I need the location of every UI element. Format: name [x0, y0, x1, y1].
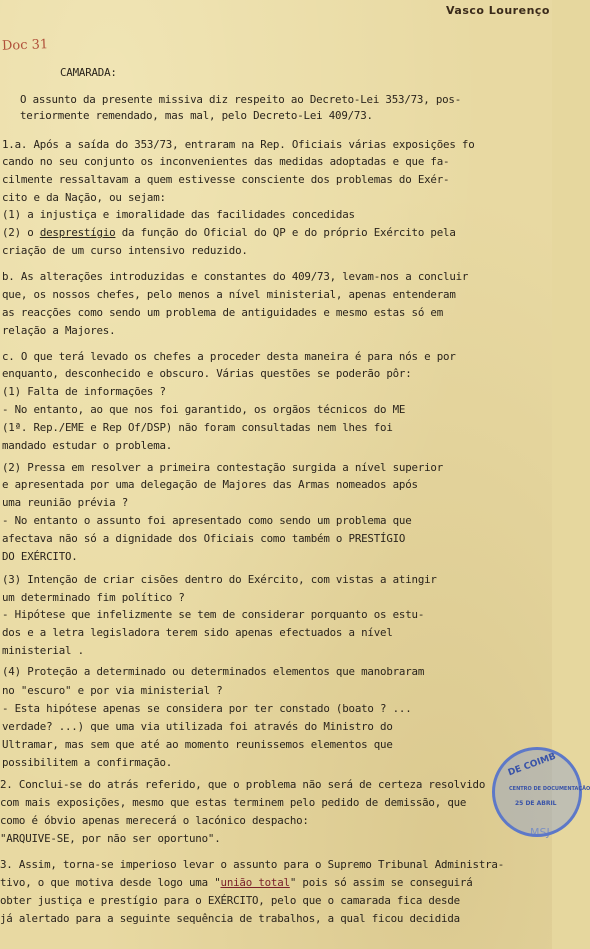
- text-line: 2. Conclui-se do atrás referido, que o problema não será de certeza resolvido: [0, 778, 486, 791]
- text-line: 1.a. Após a saída do 353/73, entraram na Rep. Oficiais várias exposições fo: [2, 138, 475, 151]
- text-line: obter justiça e prestígio para o EXÉRCITO, pelo que o camarada fica desde: [0, 894, 460, 907]
- greeting: CAMARADA:: [60, 66, 117, 79]
- text-line: como é óbvio apenas merecerá o lacónico despacho:: [0, 814, 309, 827]
- margin-note: MSJ: [530, 826, 550, 839]
- text-line: DO EXÉRCITO.: [2, 550, 78, 563]
- text-line: enquanto, desconhecido e obscuro. Várias questões se poderão pôr:: [2, 367, 412, 380]
- text-line: (1ª. Rep./EME e Rep Of/DSP) não foram consultadas nem lhes foi: [2, 421, 393, 434]
- text-line: verdade? ...) que uma via utilizada foi através do Ministro do: [2, 720, 393, 733]
- text-line: O assunto da presente missiva diz respeito ao Decreto-Lei 353/73, pos-: [20, 93, 462, 106]
- text-line: - Esta hipótese apenas se considera por ter constado (boato ? ...: [2, 702, 412, 715]
- text-line: no "escuro" e por via ministerial ?: [2, 684, 223, 697]
- text-line: criação de um curso intensivo reduzido.: [2, 244, 248, 257]
- text-line: b. As alterações introduzidas e constantes do 409/73, levam-nos a concluir: [2, 270, 469, 283]
- text-line: já alertado para a seguinte sequência de trabalhos, a qual ficou decidida: [0, 912, 460, 925]
- text-line: cando no seu conjunto os inconvenientes das medidas adoptadas e que fa-: [2, 155, 450, 168]
- text-line: c. O que terá levado os chefes a proceder desta maneira é para nós e por: [2, 350, 456, 363]
- text-line: (1) a injustiça e imoralidade das facilidades concedidas: [2, 208, 355, 221]
- text-line: (2) o desprestígio da função do Oficial do QP e do próprio Exército pela: [2, 226, 456, 239]
- text-line: um determinado fim político ?: [2, 591, 185, 604]
- text-line: 3. Assim, torna-se imperioso levar o assunto para o Supremo Tribunal Administra-: [0, 858, 505, 871]
- stamp-middle-text: CENTRO DE DOCUMENTAÇÃO: [509, 786, 590, 792]
- text-line: que, os nossos chefes, pelo menos a nível ministerial, apenas entenderam: [2, 288, 456, 301]
- text-line: ministerial .: [2, 644, 84, 657]
- text-line: uma reunião prévia ?: [2, 496, 129, 509]
- text-line: (1) Falta de informações ?: [2, 385, 166, 398]
- stamp-date-text: 25 DE ABRIL: [515, 800, 557, 807]
- text-line: cilmente ressaltavam a quem estivesse consciente dos problemas do Exér-: [2, 173, 450, 186]
- text-line: as reacções como sendo um problema de antiguidades e mesmo estas só em: [2, 306, 444, 319]
- text-line: tivo, o que motiva desde logo uma "união total" pois só assim se conseguirá: [0, 876, 473, 889]
- text-line: mandado estudar o problema.: [2, 439, 173, 452]
- text-line: Ultramar, mas sem que até ao momento reunissemos elementos que: [2, 738, 393, 751]
- underlined-text: união total: [220, 876, 290, 889]
- text-line: cito e da Nação, ou sejam:: [2, 191, 166, 204]
- text-line: teriormente remendado, mas mal, pelo Decreto-Lei 409/73.: [20, 109, 373, 122]
- text-line: dos e a letra legisladora terem sido apenas efectuados a nível: [2, 626, 393, 639]
- archive-stamp: [492, 747, 590, 837]
- text-line: (3) Intenção de criar cisões dentro do Exército, com vistas a atingir: [2, 573, 437, 586]
- text-line: afectava não só a dignidade dos Oficiais como também o PRESTÍGIO: [2, 532, 406, 545]
- text-line: relação a Majores.: [2, 324, 116, 337]
- text-line: "ARQUIVE-SE, por não ser oportuno".: [0, 832, 221, 845]
- text-line: e apresentada por uma delegação de Majores das Armas nomeados após: [2, 478, 418, 491]
- text-line: com mais exposições, mesmo que estas terminem pelo pedido de demissão, que: [0, 796, 467, 809]
- text-line: possibilitem a confirmação.: [2, 756, 173, 769]
- text-line: (4) Proteção a determinado ou determinados elementos que manobraram: [2, 665, 425, 678]
- stamp-top-text: DE COIMB: [506, 751, 558, 779]
- text-line: - Hipótese que infelizmente se tem de considerar porquanto os estu-: [2, 608, 425, 621]
- author-header: Vasco Lourenço: [446, 4, 550, 17]
- underlined-text: desprestígio: [39, 226, 116, 239]
- text-line: (2) Pressa em resolver a primeira contestação surgida a nível superior: [2, 461, 444, 474]
- text-line: - No entanto o assunto foi apresentado como sendo um problema que: [2, 514, 412, 527]
- text-line: - No entanto, ao que nos foi garantido, os orgãos técnicos do ME: [2, 403, 406, 416]
- document-reference: Doc 31: [1, 37, 49, 54]
